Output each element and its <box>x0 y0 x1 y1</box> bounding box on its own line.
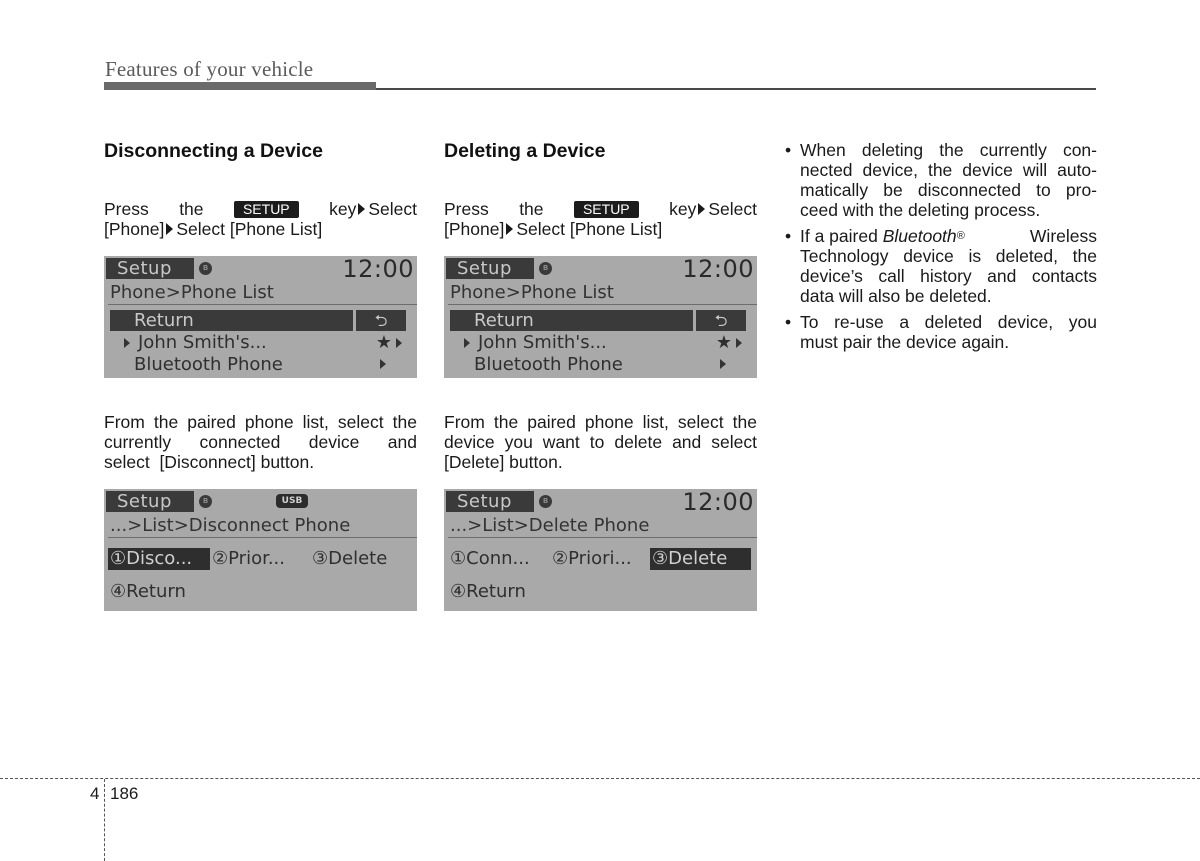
screen-clock: 12:00 <box>342 256 414 283</box>
menu-item-bluetooth-phone: Bluetooth Phone <box>450 354 750 375</box>
bullet-item: • If a paired Bluetooth® Wireless Technology device is deleted, the device’s call history and contacts data will also be deleted. <box>785 226 1097 306</box>
option-priority: ②Priori... <box>552 548 632 569</box>
bluetooth-icon: ʙ <box>199 495 212 508</box>
bluetooth-icon: ʙ <box>539 495 552 508</box>
section-heading-delete: Deleting a Device <box>444 140 606 162</box>
chapter-number: 4 <box>90 784 100 803</box>
screen-clock: 12:00 <box>682 256 754 283</box>
option-disconnect: ①Disco... <box>108 548 210 570</box>
footer-divider <box>104 779 105 861</box>
arrow-icon <box>698 203 705 215</box>
screen-breadcrumb: ...>List>Disconnect Phone <box>110 515 351 536</box>
footer-rule <box>0 778 1200 779</box>
arrow-icon <box>380 359 386 369</box>
lcd-disconnect-screen <box>104 489 417 611</box>
menu-item-return: Return <box>450 310 693 331</box>
lcd-phone-list-screen <box>104 256 417 378</box>
menu-item-return: Return <box>110 310 353 331</box>
back-icon: ⮌ <box>696 310 746 331</box>
usb-icon: USB <box>276 494 308 508</box>
bullet-item: • When deleting the currently con- nected device, the device will auto- matically be disconnected to pro- ceed with the deleting process. <box>785 140 1097 220</box>
arrow-icon <box>124 338 130 348</box>
arrow-icon <box>166 223 173 235</box>
description-disconnect: From the paired phone list, select the currently connected device and select [Disconnect] button. <box>104 412 417 472</box>
option-connect: ①Conn... <box>450 548 530 569</box>
lcd-delete-screen <box>444 489 757 611</box>
star-icon: ★ <box>716 332 742 353</box>
arrow-icon <box>506 223 513 235</box>
menu-item-john-smith: John Smith's... ★ <box>450 332 750 353</box>
menu-item-john-smith: John Smith's... ★ <box>110 332 410 353</box>
screen-clock: 12:00 <box>682 489 754 516</box>
option-return: ④Return <box>110 581 186 602</box>
page-header-title: Features of your vehicle <box>105 57 314 81</box>
section-heading-disconnect: Disconnecting a Device <box>104 140 323 162</box>
bluetooth-icon: ʙ <box>539 262 552 275</box>
screen-tab: Setup <box>446 258 534 279</box>
arrow-icon <box>720 359 726 369</box>
option-delete: ③Delete <box>650 548 751 570</box>
description-delete: From the paired phone list, select the device you want to delete and select [Delete] button. <box>444 412 757 472</box>
back-icon: ⮌ <box>356 310 406 331</box>
option-return: ④Return <box>450 581 526 602</box>
instruction-disconnect: Press the SETUP key Select [Phone] Select [Phone List] <box>104 199 417 239</box>
bluetooth-icon: ʙ <box>199 262 212 275</box>
instruction-delete: Press the SETUP key Select [Phone] Select [Phone List] <box>444 199 757 239</box>
screen-tab: Setup <box>106 258 194 279</box>
header-rule <box>376 88 1096 90</box>
setup-key: SETUP <box>234 201 299 218</box>
bullet-item: • To re-use a deleted device, you must pair the device again. <box>785 312 1097 352</box>
screen-breadcrumb: Phone>Phone List <box>110 282 274 303</box>
screen-breadcrumb: ...>List>Delete Phone <box>450 515 650 536</box>
arrow-icon <box>358 203 365 215</box>
screen-breadcrumb: Phone>Phone List <box>450 282 614 303</box>
arrow-icon <box>464 338 470 348</box>
option-delete: ③Delete <box>312 548 388 569</box>
screen-tab: Setup <box>446 491 534 512</box>
setup-key: SETUP <box>574 201 639 218</box>
header-bar <box>104 82 376 90</box>
lcd-phone-list-screen <box>444 256 757 378</box>
page-number: 186 <box>110 784 139 803</box>
menu-item-bluetooth-phone: Bluetooth Phone <box>110 354 410 375</box>
option-priority: ②Prior... <box>212 548 286 569</box>
screen-tab: Setup <box>106 491 194 512</box>
star-icon: ★ <box>376 332 402 353</box>
